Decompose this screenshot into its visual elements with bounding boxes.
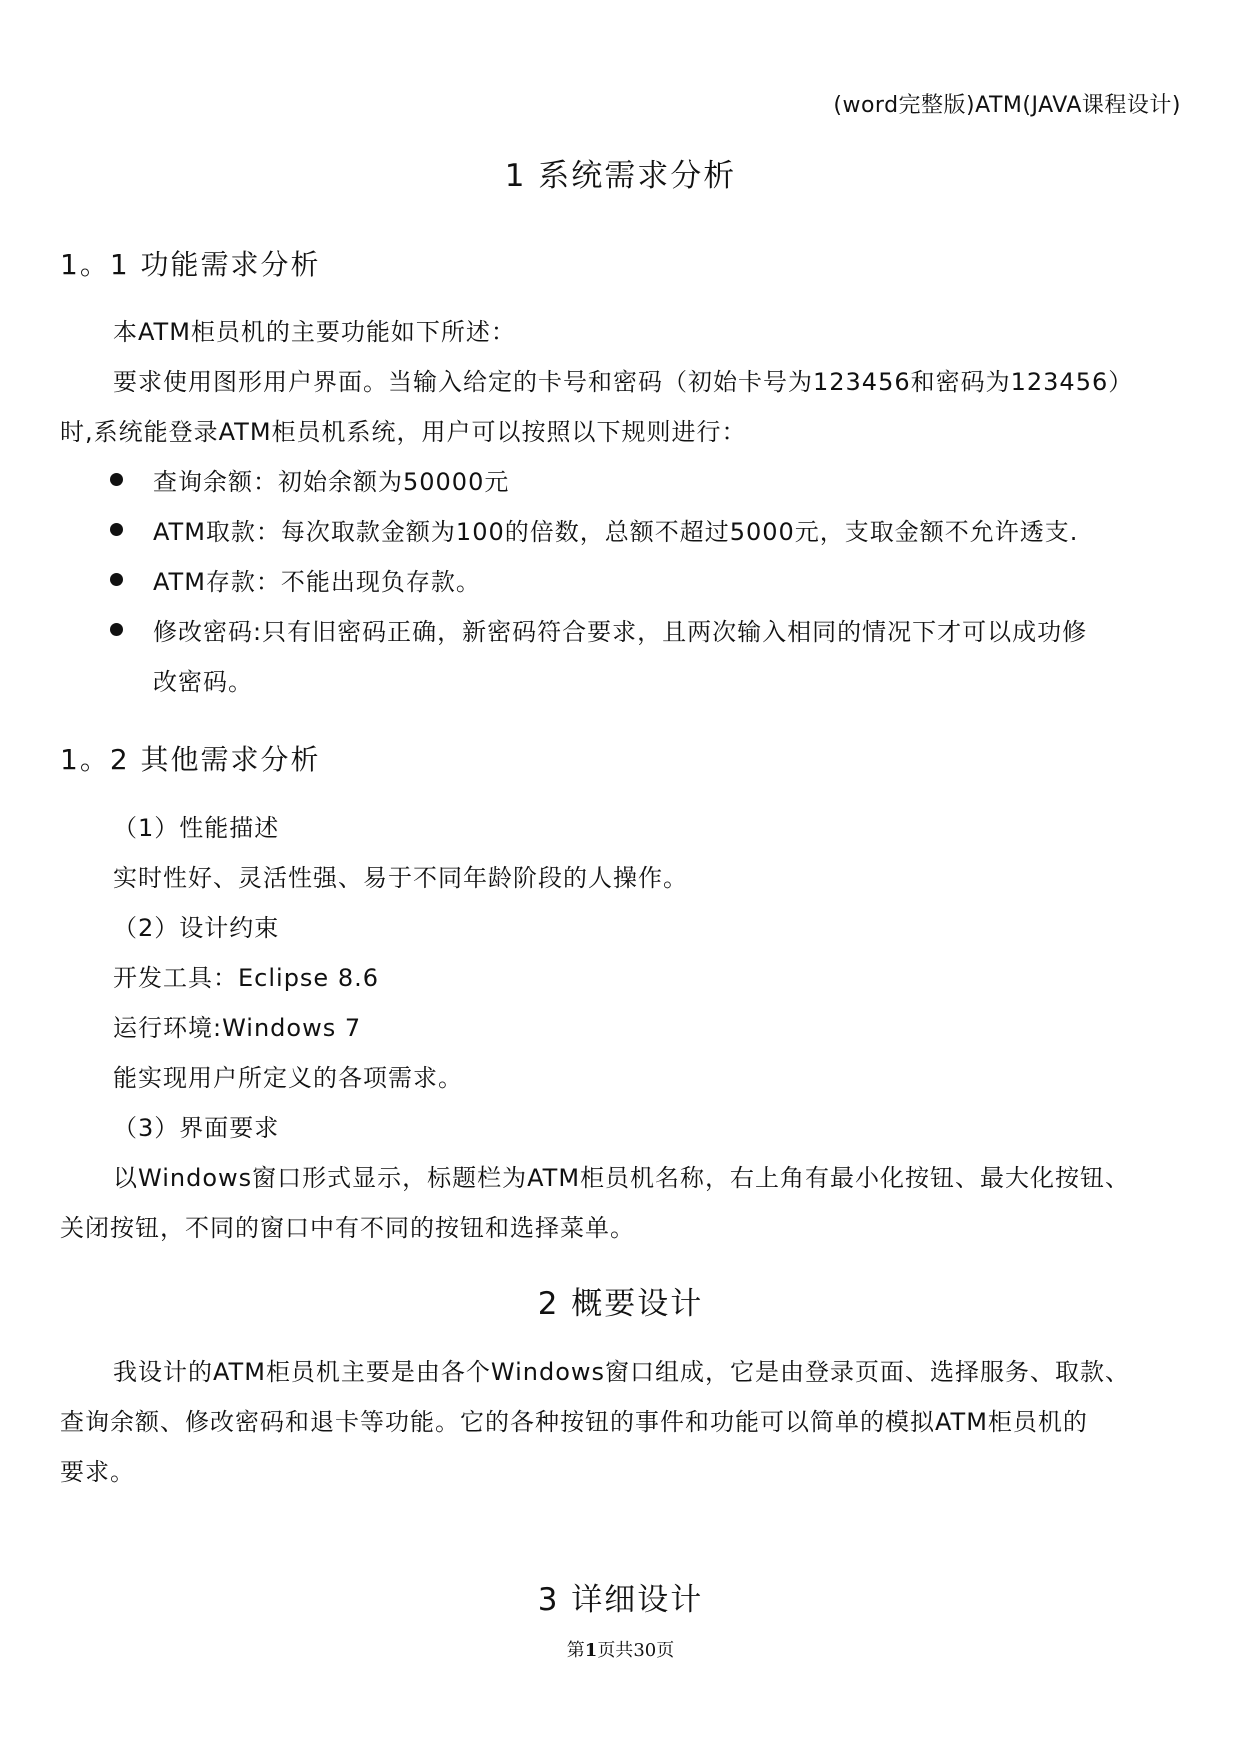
bullet-icon	[110, 473, 123, 486]
performance-text: 实时性好、灵活性强、易于不同年龄阶段的人操作。	[113, 864, 688, 892]
constraint-heading: （2）设计约束	[113, 914, 280, 942]
capability-text: 能实现用户所定义的各项需求。	[113, 1064, 463, 1092]
bullet-icon	[110, 623, 123, 636]
runtime-env-text: 运行环境:Windows 7	[113, 1014, 362, 1042]
intro-paragraph: 本ATM柜员机的主要功能如下所述：	[113, 318, 516, 346]
bullet-item-deposit: ATM存款：不能出现负存款。	[153, 568, 481, 596]
overview-line-2: 查询余额、修改密码和退卡等功能。它的各种按钮的事件和功能可以简单的模拟ATM柜员机的	[60, 1408, 1088, 1436]
performance-heading: （1）性能描述	[113, 814, 280, 842]
requirement-line-1: 要求使用图形用户界面。当输入给定的卡号和密码（初始卡号为123456和密码为123456）	[113, 368, 1134, 396]
section-2-title: 2 概要设计	[537, 1286, 704, 1322]
footer-prefix: 第	[566, 1640, 585, 1661]
section-3-title: 3 详细设计	[537, 1582, 704, 1618]
requirement-line-2: 时,系统能登录ATM柜员机系统，用户可以按照以下规则进行：	[60, 418, 747, 446]
dev-tool-text: 开发工具：Eclipse 8.6	[113, 964, 379, 992]
footer-total-pages: 30	[633, 1640, 657, 1661]
footer-middle: 页共	[597, 1640, 634, 1661]
bullet-item-withdraw: ATM取款：每次取款金额为100的倍数，总额不超过5000元，支取金额不允许透支.	[153, 518, 1079, 546]
footer-suffix: 页	[656, 1640, 675, 1661]
overview-line-3: 要求。	[60, 1458, 135, 1486]
page-footer	[0, 1636, 1241, 1662]
section-1-title: 1 系统需求分析	[504, 158, 737, 194]
section-1-1-title: 1。1 功能需求分析	[60, 248, 321, 281]
section-1-2-title: 1。2 其他需求分析	[60, 743, 321, 776]
footer-page-number: 1	[584, 1640, 598, 1661]
bullet-icon	[110, 523, 123, 536]
bullet-icon	[110, 573, 123, 586]
ui-requirement-line-2: 关闭按钮，不同的窗口中有不同的按钮和选择菜单。	[60, 1214, 635, 1242]
ui-requirement-line-1: 以Windows窗口形式显示，标题栏为ATM柜员机名称，右上角有最小化按钮、最大化按钮、	[113, 1164, 1131, 1192]
ui-requirement-heading: （3）界面要求	[113, 1114, 280, 1142]
bullet-item-change-password: 修改密码:只有旧密码正确，新密码符合要求，且两次输入相同的情况下才可以成功修	[153, 618, 1088, 646]
overview-line-1: 我设计的ATM柜员机主要是由各个Windows窗口组成，它是由登录页面、选择服务、取款、	[113, 1358, 1131, 1386]
document-header-title: (word完整版)ATM(JAVA课程设计)	[833, 93, 1181, 118]
bullet-item-change-password-cont: 改密码。	[153, 668, 253, 696]
bullet-item-balance: 查询余额：初始余额为50000元	[153, 468, 510, 496]
